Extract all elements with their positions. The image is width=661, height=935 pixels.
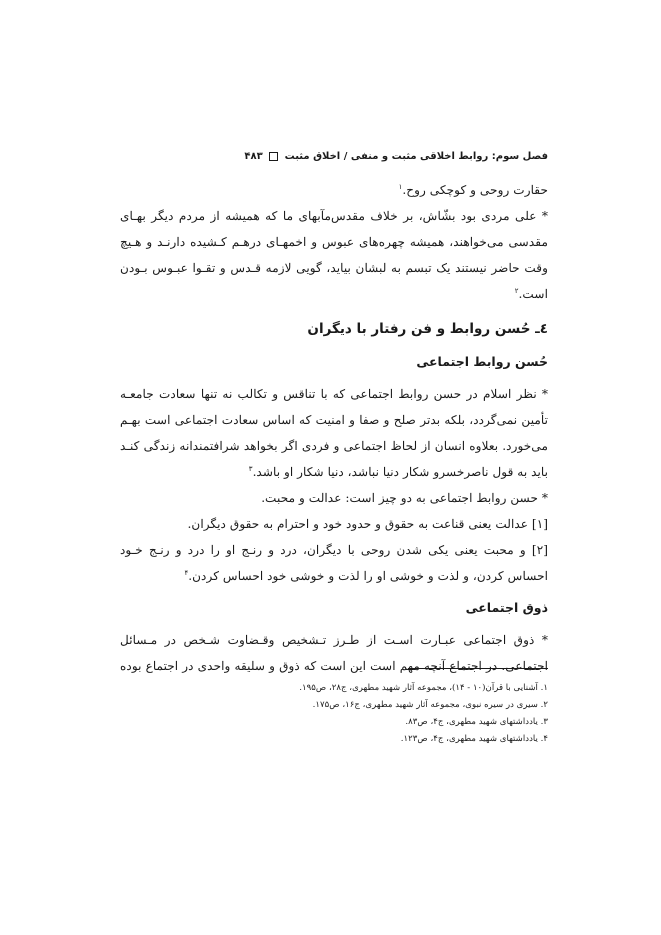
body-text [120,177,548,679]
section-heading: ٤ـ حُسن روابط و فن رفتار با دیگران [307,321,548,337]
running-header [120,151,548,162]
paragraph: [۱] عدالت یعنی قناعت به حقوق و حدود خود و احترام به حقوق دیگران. [187,517,548,531]
footnote-ref: ۲ [514,286,519,295]
footnote-divider [408,668,548,669]
paragraph: [۲] و محبت یعنی یکی شدن روحی با دیگران، درد و رنـج او را درد و رنـج خـود احساس کردن، و لذت و خوشی او را لذت و خوشی خود احساس کردن.$^۴$ [120,543,548,583]
subsection-heading: ذوق اجتماعی [465,600,548,615]
footnote-ref: ۳ [248,464,253,473]
page-number: ۴۸۳ [244,151,263,162]
footnote: ۴. یادداشتهای شهید مطهری، ج۴، ص۱۲۳. [400,734,548,744]
book-page [120,0,548,935]
footnote-ref: ۱ [398,182,403,191]
paragraph: * نظر اسلام در حسن روابط اجتماعی که با تناقس و تکالب نه تنها سعادت جامعـه تأمین نمی‌گردد، بلکه بدتر صلح و صفا و امنیت که اساس سعادت اجتماعی است بهـم می‌خورد. بعلاوه انسان از لحاظ اجتماعی و فردی اگر بخواهد شرافتمندانه زندگی کنـد باید به قول ناصرخسرو شکار دنیا نباشد، دنیا شکار او باشد.$^۳$ [120,387,548,479]
footnote: ۳. یادداشتهای شهید مطهری، ج۴، ص۸۳. [405,717,548,727]
paragraph: * علی مردی بود بشّاش، بر خلاف مقدس‌مآبهای ما که همیشه از مردم دیگر بهـای مقدسی می‌خواهند، همیشه چهره‌های عبوس و اخمهـای درهـم کـشیده دارنـد و هـیچ وقت حاضر نیستند یک تبسم به لبشان بیاید، گویی لازمه قـدس و تقـوا عبـوس بـودن است.$^۲$ [120,209,548,301]
chapter-title: فصل سوم: روابط اخلاقی مثبت و منفی / اخلاق مثبت [284,151,548,162]
subsection-heading: حُسن روابط اجتماعی [416,354,548,369]
paragraph: * حسن روابط اجتماعی به دو چیز است: عدالت و محبت. [261,491,548,505]
paragraph: * ذوق اجتماعی عبـارت اسـت از طـرز تـشخیص وقـضاوت شـخص در مـسائل اجتماعی. در اجتماع آنچه مهم است این است که ذوق و سلیقه واحدی در اجتماع بوده [120,633,548,673]
square-separator-icon [269,152,278,161]
footnote: ۱. آشنایی با قرآن(۱۰ - ۱۴)، مجموعه آثار شهید مطهری، ج۲۸، ص۱۹۵. [299,683,548,693]
footnote-ref: ۴ [184,568,189,577]
footnotes [120,680,548,748]
footnote: ۲. سیری در سیره نبوی، مجموعه آثار شهید مطهری، ج۱۶، ص۱۷۵. [312,700,548,710]
paragraph: حقارت روحی و کوچکی روح.$^۱$ [398,182,548,197]
